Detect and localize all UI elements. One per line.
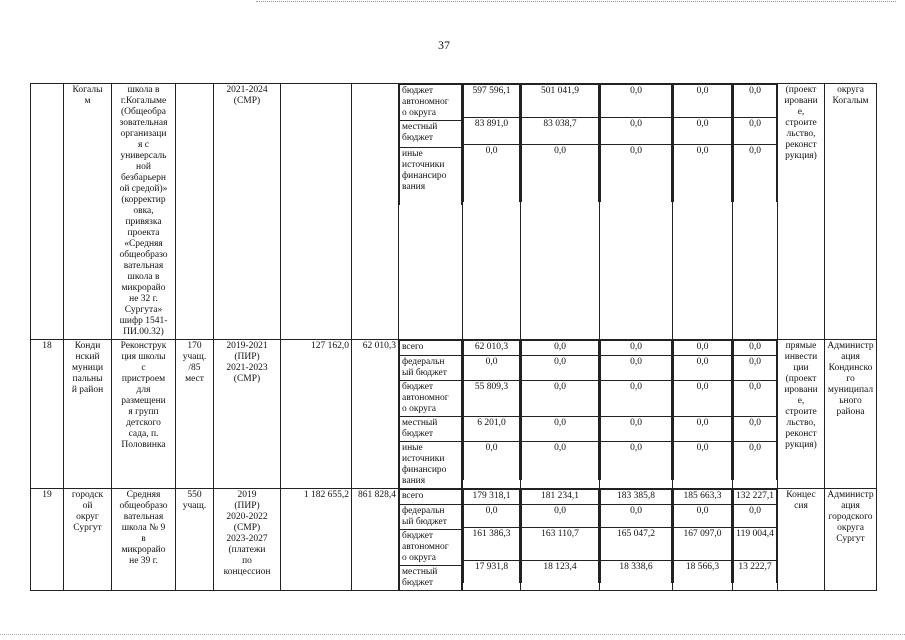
table-row	[31, 340, 877, 489]
period-cell: 2019 (ПИР) 2020-2022 (СМР) 2023-2027 (платежи по концессион	[214, 489, 281, 591]
row-number: 18	[31, 340, 64, 489]
financing-value: 0,0	[464, 356, 520, 381]
financing-value: 0,0	[601, 85, 672, 118]
financing-year-column	[733, 489, 778, 591]
financing-value: 83 038,7	[522, 118, 599, 145]
financing-value: 597 596,1	[464, 85, 520, 118]
financing-value: 0,0	[674, 341, 732, 356]
financing-source-column	[399, 84, 463, 340]
financing-value: 161 386,3	[464, 528, 520, 561]
financing-value: 6 201,0	[464, 417, 520, 442]
financing-value: 0,0	[601, 381, 672, 417]
financing-value: 0,0	[464, 505, 520, 528]
remaining-cost-cell	[352, 84, 399, 340]
financing-year-column	[673, 84, 733, 340]
financing-value: 119 004,4	[734, 528, 777, 561]
page-number: 37	[438, 38, 450, 52]
financing-value: 0,0	[674, 381, 732, 417]
investment-table	[30, 83, 877, 591]
financing-value: 0,0	[522, 341, 599, 356]
financing-value: 0,0	[734, 145, 777, 203]
financing-value: 501 041,9	[522, 85, 599, 118]
financing-source: иные источники финансиро вания	[400, 148, 462, 206]
financing-source: местный бюджет	[400, 417, 462, 442]
financing-value: 18 566,3	[674, 561, 732, 584]
financing-source: бюджет автономног о округа	[400, 85, 462, 121]
responsible-cell: Администр ация городского округа Сургут	[825, 489, 877, 591]
financing-value: 0,0	[674, 118, 732, 145]
financing-value: 0,0	[734, 381, 777, 417]
municipality-cell: Конди нский муници пальны й район	[64, 340, 112, 489]
financing-source: всего	[400, 490, 462, 505]
financing-value: 0,0	[522, 442, 599, 481]
financing-value: 13 222,7	[734, 561, 777, 584]
financing-year-column	[600, 340, 673, 489]
financing-source: всего	[400, 341, 462, 356]
financing-year-column	[463, 84, 521, 340]
financing-value: 167 097,0	[674, 528, 732, 561]
financing-year-column	[600, 84, 673, 340]
financing-value: 0,0	[601, 417, 672, 442]
financing-value: 0,0	[522, 356, 599, 381]
capacity-cell: 170 учащ. /85 мест	[176, 340, 214, 489]
financing-value: 55 809,3	[464, 381, 520, 417]
financing-value: 0,0	[734, 118, 777, 145]
scan-bottom-line	[0, 634, 905, 635]
scan-top-line	[256, 1, 896, 2]
financing-value: 0,0	[734, 85, 777, 118]
financing-value: 0,0	[674, 442, 732, 481]
financing-source-column	[399, 340, 463, 489]
mechanism-cell: прямые инвести ции (проект ировани е, строите льство, реконст рукция)	[778, 340, 825, 489]
financing-source: бюджет автономног о округа	[400, 530, 462, 566]
responsible-cell: округа Когалым	[825, 84, 877, 340]
financing-value: 0,0	[522, 417, 599, 442]
financing-value: 0,0	[522, 145, 599, 203]
financing-year-column	[673, 489, 733, 591]
financing-value: 0,0	[734, 505, 777, 528]
financing-year-column	[600, 489, 673, 591]
capacity-cell: 550 учащ.	[176, 489, 214, 591]
financing-value: 0,0	[601, 356, 672, 381]
municipality-cell: Когалы м	[64, 84, 112, 340]
mechanism-cell: Концес сия	[778, 489, 825, 591]
financing-source-column	[399, 489, 463, 591]
financing-value: 0,0	[734, 442, 777, 481]
remaining-cost-cell: 861 828,4	[352, 489, 399, 591]
financing-value: 0,0	[522, 505, 599, 528]
financing-value: 179 318,1	[464, 490, 520, 505]
financing-source: бюджет автономног о округа	[400, 381, 462, 417]
period-cell: 2019-2021 (ПИР) 2021-2023 (СМР)	[214, 340, 281, 489]
financing-value: 18 338,6	[601, 561, 672, 584]
financing-value: 163 110,7	[522, 528, 599, 561]
financing-year-column	[733, 84, 778, 340]
financing-value: 0,0	[674, 356, 732, 381]
financing-year-column	[463, 340, 521, 489]
financing-value: 0,0	[601, 145, 672, 203]
financing-value: 0,0	[734, 341, 777, 356]
financing-value: 165 047,2	[601, 528, 672, 561]
financing-value: 0,0	[674, 85, 732, 118]
row-number	[31, 84, 64, 340]
object-name-cell: школа в г.Когалыме (Общеобра зовательная организаци я с универсаль ной безбарьерн ой средой)» (корректир овка, привязка проекта «Средняя общеобразо вательная школа в микрорайо не 32 г. Сургута» шифр 1541- ПИ.00.32)	[112, 84, 176, 340]
table-row	[31, 84, 877, 340]
financing-value: 132 227,1	[734, 490, 777, 505]
financing-value: 0,0	[464, 442, 520, 481]
financing-source: федеральн ый бюджет	[400, 505, 462, 530]
financing-value: 18 123,4	[522, 561, 599, 584]
responsible-cell: Администр ация Кондинско го муниципал ьного района	[825, 340, 877, 489]
capacity-cell	[176, 84, 214, 340]
cost-cell: 127 162,0	[281, 340, 352, 489]
financing-value: 62 010,3	[464, 341, 520, 356]
financing-year-column	[673, 340, 733, 489]
object-name-cell: Средняя общеобразо вательная школа № 9 в микрорайо не 39 г.	[112, 489, 176, 591]
object-name-cell: Реконструк ция школы с пристроем для размещени я групп детского сада, п. Половинка	[112, 340, 176, 489]
financing-source: местный бюджет	[400, 566, 462, 591]
financing-value: 0,0	[464, 145, 520, 203]
financing-year-column	[521, 340, 600, 489]
financing-value: 0,0	[734, 417, 777, 442]
financing-value: 0,0	[674, 417, 732, 442]
financing-value: 0,0	[674, 505, 732, 528]
financing-source: местный бюджет	[400, 121, 462, 148]
financing-value: 83 891,0	[464, 118, 520, 145]
financing-source: федеральн ый бюджет	[400, 356, 462, 381]
cost-cell	[281, 84, 352, 340]
table-row	[31, 489, 877, 591]
financing-value: 17 931,8	[464, 561, 520, 584]
row-number: 19	[31, 489, 64, 591]
remaining-cost-cell: 62 010,3	[352, 340, 399, 489]
period-cell: 2021-2024 (СМР)	[214, 84, 281, 340]
financing-value: 0,0	[601, 442, 672, 481]
financing-value: 0,0	[674, 145, 732, 203]
mechanism-cell: (проект ировани е, строите льство, реконст рукция)	[778, 84, 825, 340]
financing-year-column	[521, 84, 600, 340]
cost-cell: 1 182 655,2	[281, 489, 352, 591]
financing-value: 0,0	[601, 118, 672, 145]
municipality-cell: городск ой округ Сургут	[64, 489, 112, 591]
financing-year-column	[463, 489, 521, 591]
financing-value: 181 234,1	[522, 490, 599, 505]
financing-value: 183 385,8	[601, 490, 672, 505]
financing-value: 0,0	[601, 341, 672, 356]
financing-value: 0,0	[734, 356, 777, 381]
financing-value: 0,0	[601, 505, 672, 528]
financing-year-column	[521, 489, 600, 591]
financing-source: иные источники финансиро вания	[400, 442, 462, 489]
financing-year-column	[733, 340, 778, 489]
financing-value: 0,0	[522, 381, 599, 417]
financing-value: 185 663,3	[674, 490, 732, 505]
